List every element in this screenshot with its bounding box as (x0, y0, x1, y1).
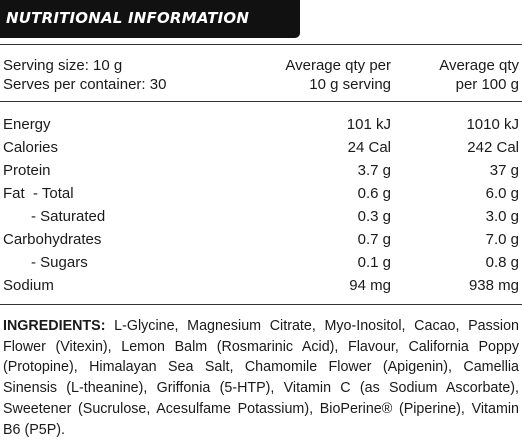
nutrient-name: Carbohydrates (3, 231, 102, 248)
nutrient-per-100g: 3.0 g (485, 208, 519, 225)
serves-per-container: Serves per container: 30 (3, 76, 167, 93)
nutrient-name: - Saturated (31, 208, 106, 225)
col-per-100g-header-line1: Average qty (439, 57, 519, 74)
nutrient-per-serving: 0.1 g (357, 254, 391, 271)
nutrient-per-serving: 0.3 g (357, 208, 391, 225)
nutrient-per-serving: 24 Cal (347, 139, 391, 156)
nutrient-per-serving: 3.7 g (357, 162, 391, 179)
col-per-serving-header-line2: 10 g serving (309, 76, 391, 93)
ingredients-label: INGREDIENTS: (3, 318, 106, 334)
title-bar (0, 0, 300, 38)
top-rule (0, 44, 522, 45)
nutrient-per-100g: 938 mg (468, 277, 519, 294)
serving-size: Serving size: 10 g (3, 57, 123, 74)
nutrient-per-100g: 242 Cal (467, 139, 519, 156)
ingredients-block (3, 316, 519, 440)
col-per-serving-header-line1: Average qty per (285, 57, 391, 74)
nutrient-name: Energy (3, 116, 51, 133)
panel-title: NUTRITIONAL INFORMATION (6, 9, 250, 27)
nutrient-name: Sodium (3, 277, 54, 294)
nutrient-per-serving: 0.7 g (357, 231, 391, 248)
ingredients-text: L-Glycine, Magnesium Citrate, Myo-Inositol, Cacao, Passion Flower (Vitexin), Lemon Balm (Rosmarinic Acid), Flavour, California Poppy (Protopine), Himalayan Sea Salt, Chamomile Flower (Apigenin), Camellia Sinensis (L-theanine), Griffonia (5-HTP), Vitamin C (as Sodium Ascorbate), Sweetener (Sucrulose, Acesulfame Potassium), BioPerine® (Piperine), Vitamin B6 (P5P). (3, 318, 519, 438)
col-per-100g-header-line2: per 100 g (455, 76, 519, 93)
nutrient-name: Fat - Total (3, 185, 74, 202)
nutrient-name: Protein (3, 162, 51, 179)
nutrient-name: - Sugars (31, 254, 88, 271)
nutrient-per-100g: 6.0 g (485, 185, 519, 202)
nutrient-per-100g: 0.8 g (485, 254, 519, 271)
nutrient-per-serving: 101 kJ (346, 116, 391, 133)
nutrient-per-serving: 0.6 g (357, 185, 391, 202)
nutrient-per-serving: 94 mg (349, 277, 391, 294)
nutrient-name: Calories (3, 139, 59, 156)
header-rule (0, 101, 522, 102)
nutrient-per-100g: 7.0 g (485, 231, 519, 248)
nutrient-per-100g: 37 g (489, 162, 519, 179)
nutrient-per-100g: 1010 kJ (466, 116, 519, 133)
footer-rule (0, 304, 522, 305)
